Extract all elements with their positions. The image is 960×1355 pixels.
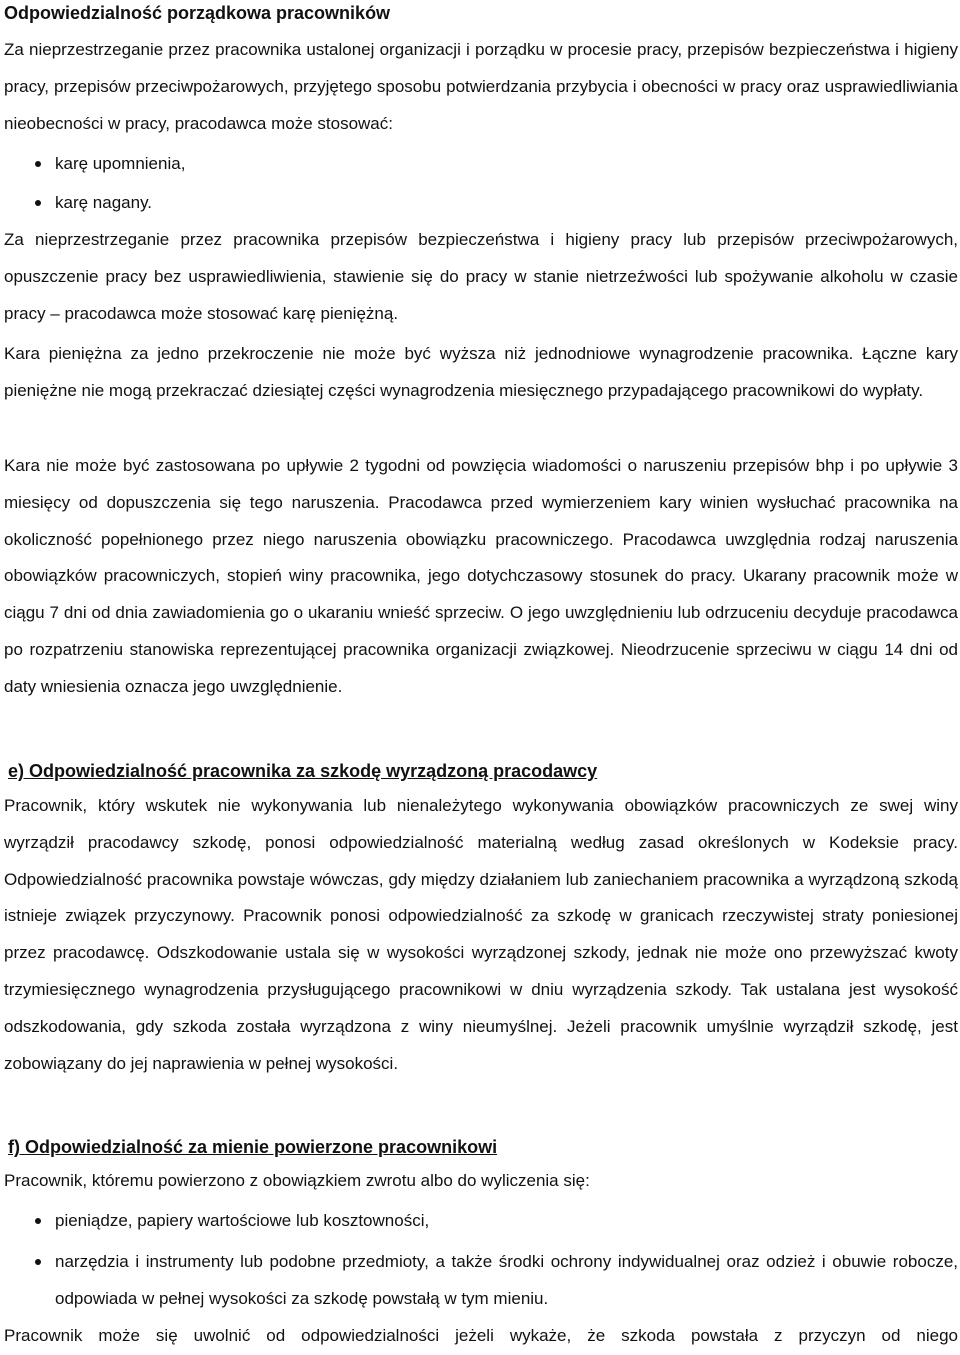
liability-exemption-paragraph: Pracownik może się uwolnić od odpowiedzialności jeżeli wykaże, że szkoda powstała z przyczyn od niego <box>4 1326 958 1345</box>
section-e-body: Pracownik, który wskutek nie wykonywania lub nienależytego wykonywania obowiązków pracowniczych ze swej winy wyrządził pracodawcy szkodę, ponosi odpowiedzialność materialną według zasad określonych w Kodeksie pracy. Odpowiedzialność pracownika powstaje wówczas, gdy między działaniem lub zaniechaniem pracownika a wyrządzoną szkodą istnieje związek przyczynowy. Pracownik ponosi odpowiedzialność za szkodę w granicach rzeczywistej straty poniesionej przez pracodawcę. Odszkodowanie ustala się w wysokości wyrządzonej szkody, jednak nie może ono przewyższać kwoty trzymiesięcznego wynagrodzenia przysługującego pracownikowi w dniu wyrządzenia szkody. Tak ustalana jest wysokość odszkodowania, gdy szkoda została wyrządzona z winy nieumyślnej. Jeżeli pracownik umyślnie wyrządził szkodę, jest zobowiązany do jej naprawienia w pełnej wysokości. <box>4 796 958 1073</box>
procedure-paragraph: Kara nie może być zastosowana po upływie 2 tygodni od powzięcia wiadomości o naruszeniu przepisów bhp i po upływie 3 miesięcy od dopuszczenia się tego naruszenia. Pracodawca przed wymierzeniem kary winien wysłuchać pracownika na okoliczność popełnionego przez niego naruszenia obowiązku pracowniczego. Pracodawca uwzględnia rodzaj naruszenia obowiązków pracowniczych, stopień winy pracownika, jego dotychczasowy stosunek do pracy. Ukarany pracownik może w ciągu 7 dni od dnia zawiadomienia go o ukaraniu wnieść sprzeciw. O jego uwzględnieniu lub odrzuceniu decyduje pracodawca po rozpatrzeniu stanowiska reprezentującej pracownika organizacji związkowej. Nieodrzucenie sprzeciwu w ciągu 14 dni od daty wniesienia oznacza jego uwzględnienie. <box>4 456 958 696</box>
section-f-intro: Pracownik, któremu powierzono z obowiązkiem zwrotu albo do wyliczenia się: <box>4 1171 590 1190</box>
section-title: Odpowiedzialność porządkowa pracowników <box>4 3 391 23</box>
penalty-item-2: karę nagany. <box>55 185 152 222</box>
penalty-item-1: karę upomnienia, <box>55 146 185 183</box>
entrusted-item-1: pieniądze, papiery wartościowe lub kosztowności, <box>55 1203 955 1240</box>
section-e-heading: e) Odpowiedzialność pracownika za szkodę wyrządzoną pracodawcy <box>8 761 598 781</box>
section-f-heading: f) Odpowiedzialność za mienie powierzone pracownikowi <box>8 1137 498 1157</box>
intro-paragraph: Za nieprzestrzeganie przez pracownika ustalonej organizacji i porządku w procesie pracy, przepisów bezpieczeństwa i higieny pracy, przepisów przeciwpożarowych, przyjętego sposobu potwierdzania przybycia i obecności w pracy oraz usprawiedliwiania nieobecności w pracy, pracodawca może stosować: <box>4 40 958 133</box>
fine-paragraph: Za nieprzestrzeganie przez pracownika przepisów bezpieczeństwa i higieny pracy lub przepisów przeciwpożarowych, opuszczenie pracy bez usprawiedliwienia, stawienie się do pracy w stanie nietrzeźwości lub spożywanie alkoholu w czasie pracy – pracodawca może stosować karę pieniężną. <box>4 230 958 323</box>
fine-limit-paragraph: Kara pieniężna za jedno przekroczenie nie może być wyższa niż jednodniowe wynagrodzenie pracownika. Łączne kary pieniężne nie mogą przekraczać dziesiątej części wynagrodzenia miesięcznego przypadającego pracownikowi do wypłaty. <box>4 344 958 400</box>
entrusted-item-2: narzędzia i instrumenty lub podobne przedmioty, a także środki ochrony indywidualnej oraz odzież i obuwie robocze, odpowiada w pełnej wysokości za szkodę powstałą w tym mieniu. <box>55 1244 958 1318</box>
